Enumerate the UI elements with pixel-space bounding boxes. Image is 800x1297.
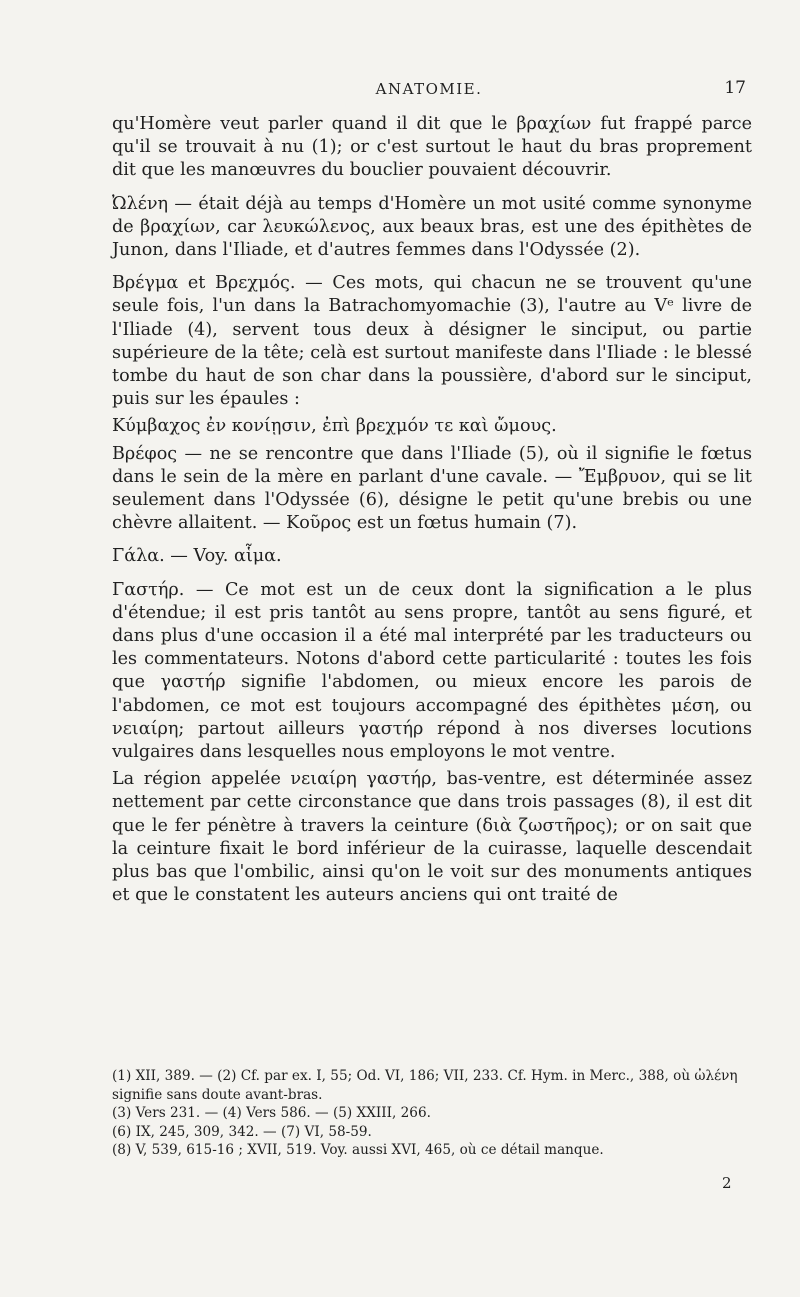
paragraph-olene: Ὠλένη — était déjà au temps d'Homère un mot usité comme synonyme de βραχίων, car λευκώλενος, aux beaux bras, est une des épithètes de Junon, dans l'Iliade, et d'autres femmes dans l'Odyssée (2). xyxy=(112,193,752,261)
footnote-line: (8) V, 539, 615-16 ; XVII, 519. Voy. aussi XVI, 465, où ce détail manque. xyxy=(112,1142,604,1158)
paragraph-brephos: Βρέφος — ne se rencontre que dans l'Iliade (5), où il signifie le fœtus dans le sein de la mère en parlant d'une cavale. — Ἔμβρυον, qui se lit seulement dans l'Odyssée (6), désigne le petit qu'une brebis ou une chèvre allaitent. — Κοῦρος est un fœtus humain (7). xyxy=(112,443,752,534)
paragraph-bas-ventre: La région appelée νειαίρη γαστήρ, bas-ventre, est déterminée assez nettement par cette circonstance que dans trois passages (8), il est dit que le fer pénètre à travers la ceinture (διὰ ζωστῆρος); or on sait que la ceinture fixait le bord inférieur de la cuirasse, laquelle descendait plus bas que l'ombilic, ainsi qu'on le voit sur des monuments antiques et que le constatent les auteurs anciens qui ont traité de xyxy=(112,769,752,906)
footnotes xyxy=(112,1067,752,1160)
page-header xyxy=(112,78,746,104)
paragraph-bregma: Βρέγμα et Βρεχμός. — Ces mots, qui chacun ne se trouvent qu'une seule fois, l'un dans la Batrachomyomachie (3), l'autre au Vᵉ livre de l'Iliade (4), servent tous deux à désigner le sinciput, ou partie supérieure de la tête; celà est surtout manifeste dans l'Iliade : le blessé tombe du haut de son char dans la poussière, d'abord sur le sinciput, puis sur les épaules : xyxy=(112,273,752,410)
footnote-line: (6) IX, 245, 309, 342. — (7) VI, 58-59. xyxy=(112,1123,372,1140)
iliad-quote: Κύμβαχος ἐν κονίῃσιν, ἐπὶ βρεχμόν τε καὶ ὤμους. xyxy=(112,416,557,437)
main-text xyxy=(112,113,752,912)
page-number: 17 xyxy=(724,78,746,98)
paragraph-gala: Γάλα. — Voy. αἷμα. xyxy=(112,546,282,567)
footnote-line: (3) Vers 231. — (4) Vers 586. — (5) XXIII, 266. xyxy=(112,1105,431,1121)
running-title: ANATOMIE. xyxy=(375,80,483,98)
paragraph-gaster: Γαστήρ. — Ce mot est un de ceux dont la signification a le plus d'étendue; il est pris tantôt au sens propre, tantôt au sens figuré, et dans plus d'une occasion il a été mal interprété par les traducteurs ou les commentateurs. Notons d'abord cette particularité : toutes les fois que γαστήρ signifie l'abdomen, ou mieux encore les parois de l'abdomen, ce mot est toujours accompagné des épithètes μέση, ou νειαίρη; partout ailleurs γαστήρ répond à nos diverses locutions vulgaires dans lesquelles nous employons le mot ventre. xyxy=(112,579,752,763)
footnote-line: (1) XII, 389. — (2) Cf. par ex. I, 55; Od. VI, 186; VII, 233. Cf. Hym. in Merc., 388, où ὠλένη signifie sans doute avant-bras. xyxy=(112,1068,738,1103)
signature-mark: 2 xyxy=(722,1174,732,1192)
paragraph-brachion: qu'Homère veut parler quand il dit que le βραχίων fut frappé parce qu'il se trouvait à nu (1); or c'est surtout le haut du bras proprement dit que les manœuvres du bouclier pouvaient découvrir. xyxy=(112,114,752,181)
